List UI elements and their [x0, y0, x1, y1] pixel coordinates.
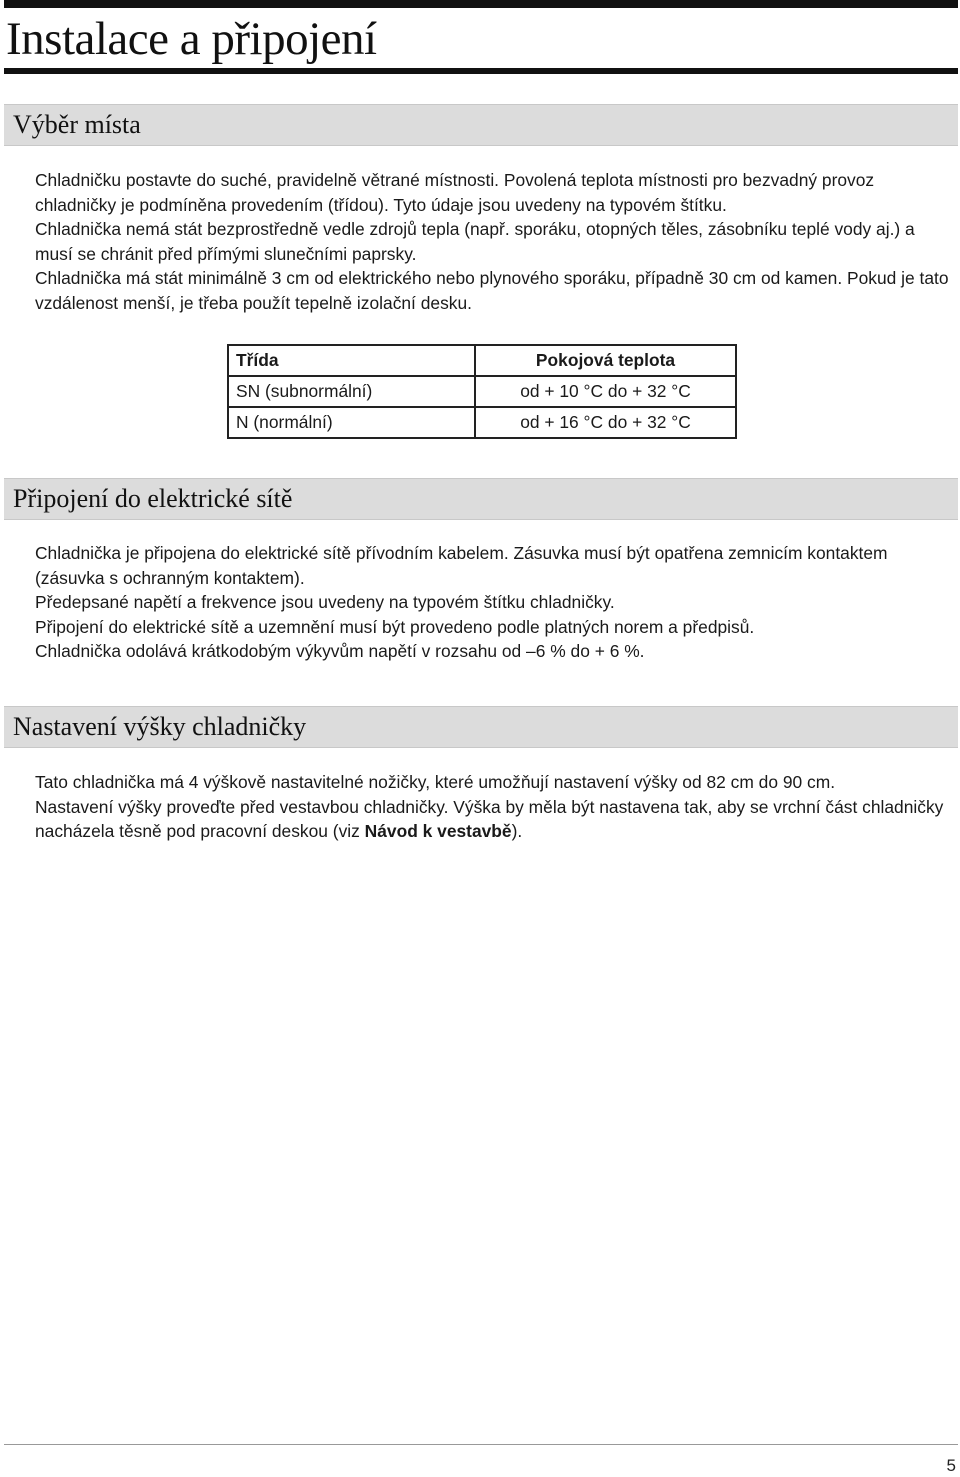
- table-row: [228, 407, 736, 438]
- table-header-class: Třída: [228, 345, 475, 376]
- table-cell-class: SN (subnormální): [228, 376, 475, 407]
- paragraph: Chladnička odolává krátkodobým výkyvům napětí v rozsahu od –6 % do + 6 %.: [35, 641, 645, 661]
- section-heading-electrical: Připojení do elektrické sítě: [13, 484, 293, 513]
- table-cell-class: N (normální): [228, 407, 475, 438]
- paragraph: Tato chladnička má 4 výškově nastavitelné nožičky, které umožňují nastavení výšky od 82 cm do 90 cm.: [35, 772, 836, 792]
- installation-guide-reference: Návod k vestavbě: [364, 821, 512, 841]
- paragraph: Chladnička je připojena do elektrické sítě přívodním kabelem. Zásuvka musí být opatřena zemnicím kontaktem (zásuvka s ochranným kontaktem).: [35, 543, 888, 588]
- page-number: 5: [946, 1456, 956, 1475]
- table-row: [228, 376, 736, 407]
- paragraph: Chladnička nemá stát bezprostředně vedle zdrojů tepla (např. sporáku, otopných těles, zásobníku teplé vody aj.) a musí se chránit před přímými slunečními paprsky.: [35, 219, 915, 264]
- section-body-location: [35, 168, 956, 315]
- paragraph: Předepsané napětí a frekvence jsou uvedeny na typovém štítku chladničky.: [35, 592, 615, 612]
- climate-class-table: [227, 344, 737, 439]
- top-rule: [4, 0, 958, 8]
- paragraph: [35, 795, 956, 844]
- table-cell-temperature: od + 10 °C do + 32 °C: [475, 376, 736, 407]
- table-header-room-temperature: Pokojová teplota: [475, 345, 736, 376]
- section-body-height: [35, 770, 956, 844]
- table-cell-temperature: od + 16 °C do + 32 °C: [475, 407, 736, 438]
- paragraph-closing: ).: [511, 821, 523, 841]
- title-rule: [4, 68, 958, 74]
- section-heading-bar-electrical: [4, 478, 958, 520]
- section-heading-location: Výběr místa: [13, 110, 141, 139]
- page-title: Instalace a připojení: [6, 13, 377, 65]
- paragraph: Připojení do elektrické sítě a uzemnění musí být provedeno podle platných norem a předpisů.: [35, 616, 755, 637]
- table-header-row: [228, 345, 736, 376]
- section-heading-height: Nastavení výšky chladničky: [13, 712, 307, 741]
- section-heading-bar-height: [4, 706, 958, 748]
- footer-rule: [4, 1444, 958, 1445]
- paragraph: Chladničku postavte do suché, pravidelně větrané místnosti. Povolená teplota místnosti pro bezvadný provoz chladničky je podmíněna provedením (třídou). Tyto údaje jsou uvedeny na typovém štítku.: [35, 170, 875, 215]
- section-heading-bar-location: [4, 104, 958, 146]
- paragraph-text: Nastavení výšky proveďte před vestavbou chladničky. Výška by měla být nastavena tak, aby se vrchní část chladničky nacházela těsně pod pracovní deskou (viz: [35, 796, 944, 841]
- paragraph: Chladnička má stát minimálně 3 cm od elektrického nebo plynového sporáku, případně 30 cm od kamen. Pokud je tato vzdálenost menší, je třeba použít tepelně izolační desku.: [35, 268, 949, 313]
- section-body-electrical: [35, 541, 956, 664]
